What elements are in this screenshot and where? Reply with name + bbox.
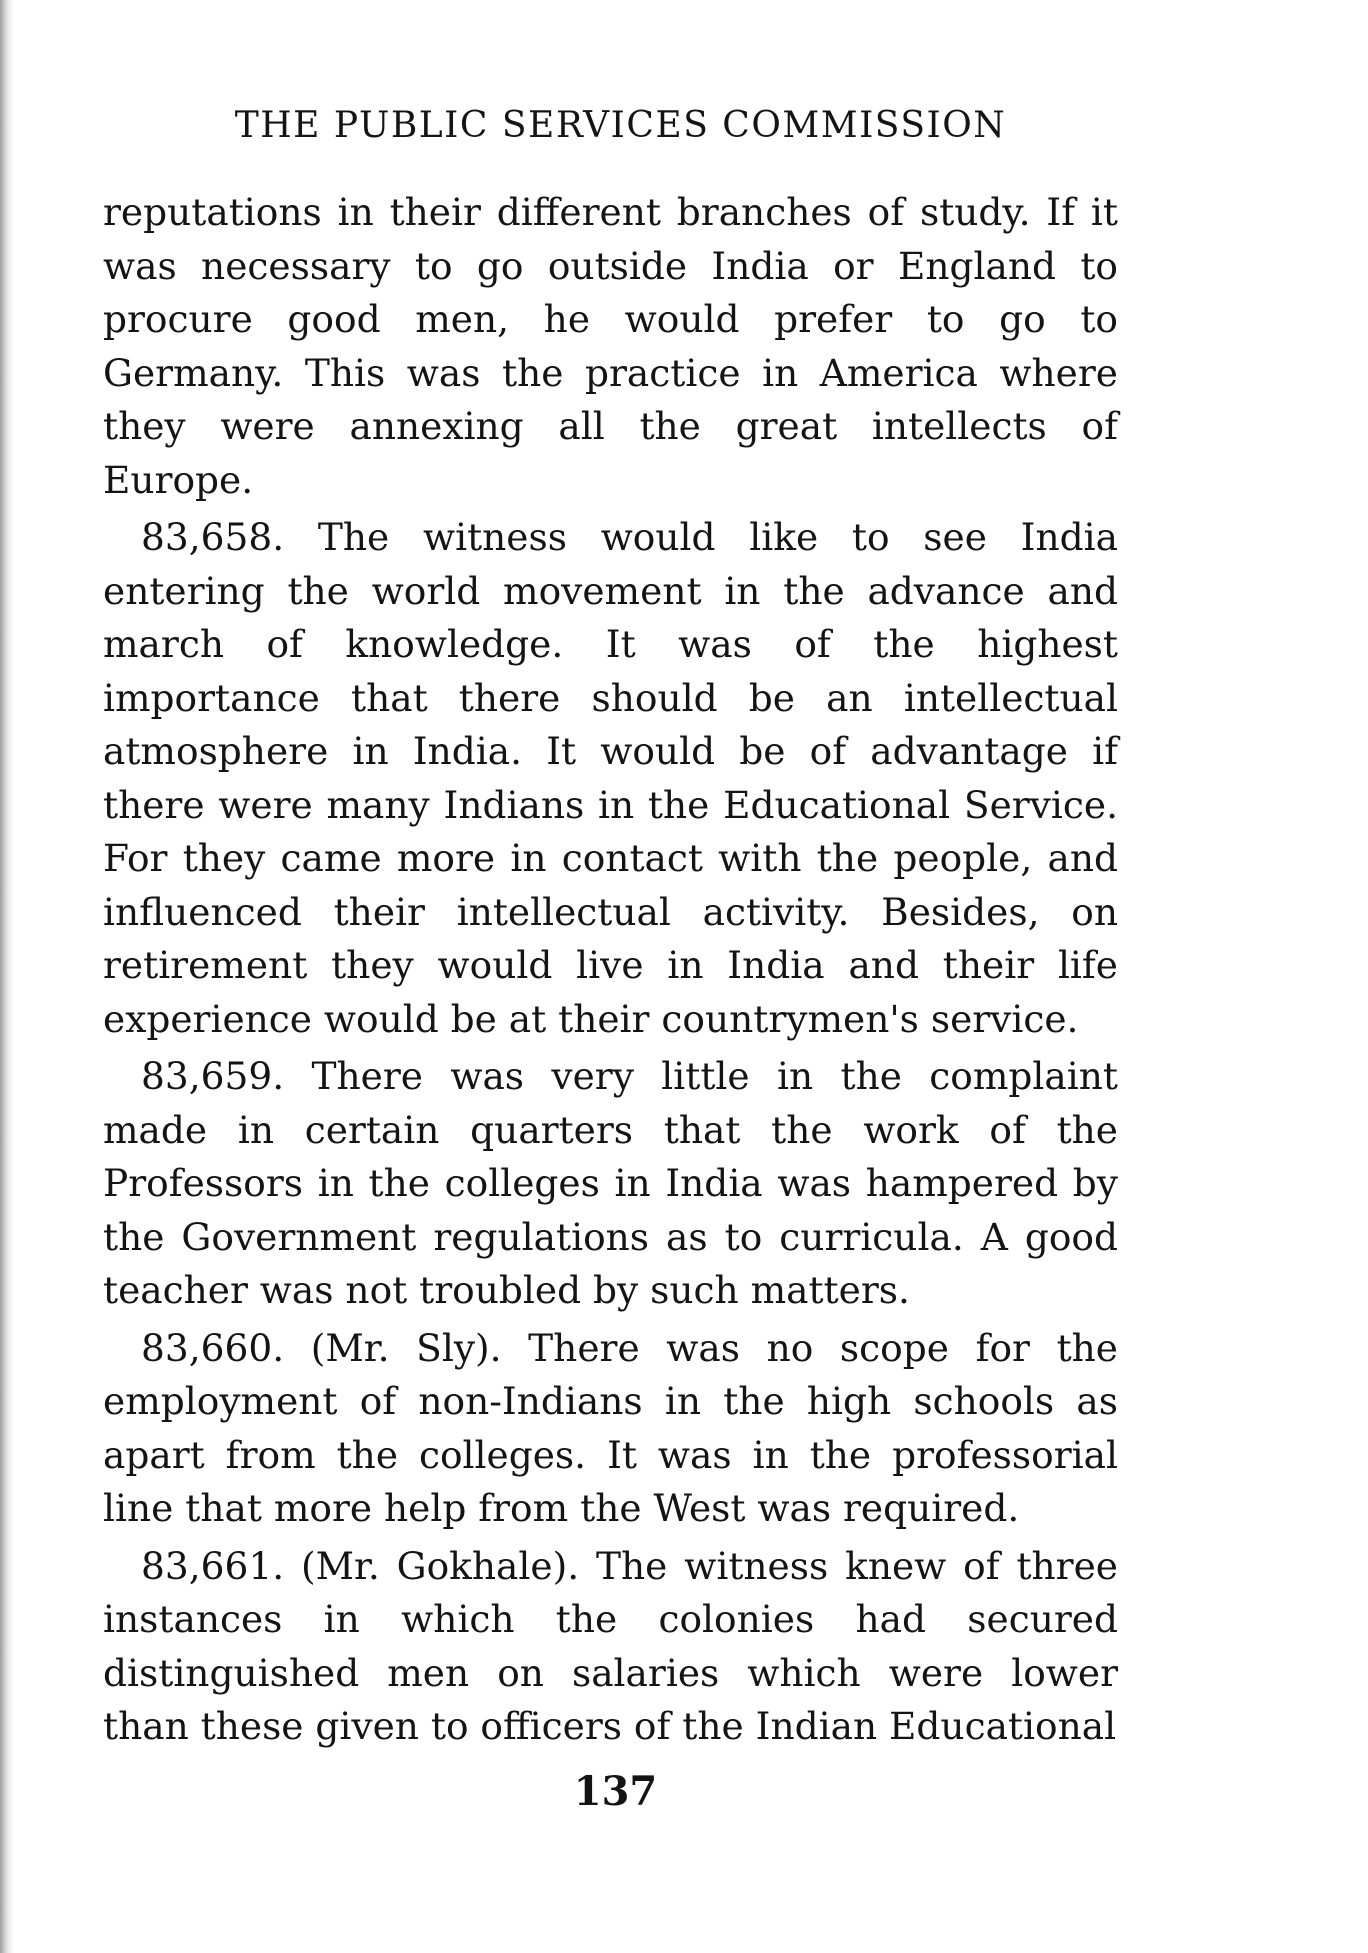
scan-edge-shadow (0, 0, 14, 1953)
paragraph-83661: 83,661. (Mr. Gokhale). The witness knew of three instances in which the colonies had secured distinguished men on salaries which were lower than these given to officers of the Indian Educational (103, 1543, 1118, 1748)
book-page (103, 105, 1118, 1815)
paragraph-continuation: reputations in their different branches of study. If it was necessary to go outside India or England to procure good men, he would prefer to go to Germany. This was the practice in America where they were annexing all the great intellects of Europe. (103, 190, 1118, 502)
paragraph-83658: 83,658. The witness would like to see India entering the world movement in the advance and march of knowledge. It was of the highest importance that there should be an intellectual atmosphere in India. It would be of advantage if there were many Indians in the Educational Service. For they came more in contact with the people, and influenced their intellectual activity. Besides, on retirement they would live in India and their life experience would be at their countrymen's service. (103, 515, 1118, 1041)
body-text (103, 186, 1118, 1754)
page-number: 137 (573, 1767, 658, 1815)
paragraph-83659: 83,659. There was very little in the complaint made in certain quarters that the work of the Professors in the colleges in India was hampered by the Government regulations as to curricula. A good teacher was not troubled by such matters. (103, 1054, 1118, 1312)
running-title: THE PUBLIC SERVICES COMMISSION (234, 105, 1007, 146)
paragraph-83660: 83,660. (Mr. Sly). There was no scope for the employment of non-Indians in the high schools as apart from the colleges. It was in the professorial line that more help from the West was required. (103, 1325, 1118, 1530)
